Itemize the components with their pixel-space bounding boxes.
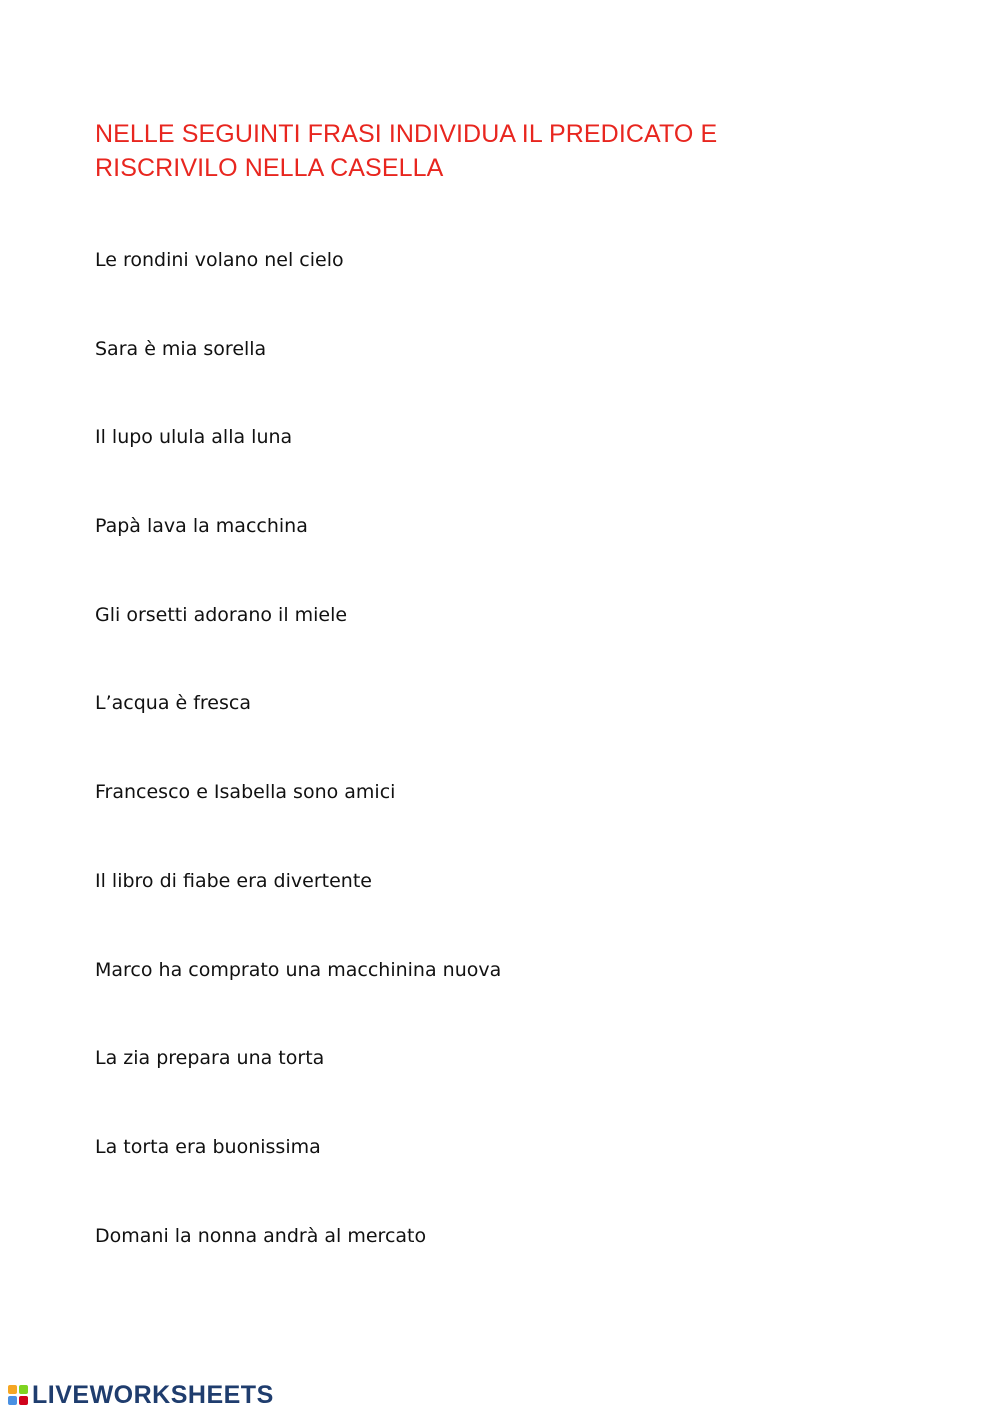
logo-text: LIVEWORKSHEETS (32, 1381, 274, 1409)
sentence-item: Sara è mia sorella (95, 337, 267, 360)
sentence-list (95, 245, 501, 1309)
sentence-item: L’acqua è fresca (95, 692, 251, 715)
sentence-item: Francesco e Isabella sono amici (95, 781, 396, 804)
title-line-2: RISCRIVILO NELLA CASELLA (95, 154, 444, 182)
sentence-item: Il lupo ulula alla luna (95, 426, 293, 449)
sentence-item: Papà lava la macchina (95, 515, 308, 538)
sentence-item: Marco ha comprato una macchinina nuova (95, 958, 502, 981)
liveworksheets-logo[interactable] (8, 1381, 274, 1409)
sentence-item: Domani la nonna andrà al mercato (95, 1224, 427, 1247)
sentence-item: Le rondini volano nel cielo (95, 249, 344, 271)
worksheet-title (95, 117, 875, 185)
sentence-item: Il libro di fiabe era divertente (95, 869, 372, 892)
sentence-item: Gli orsetti adorano il miele (95, 603, 348, 626)
title-line-1: NELLE SEGUINTI FRASI INDIVIDUA IL PREDICATO E (95, 120, 718, 148)
sentence-item: La zia prepara una torta (95, 1047, 325, 1070)
sentence-item: La torta era buonissima (95, 1135, 321, 1158)
liveworksheets-logo-icon (8, 1385, 28, 1405)
